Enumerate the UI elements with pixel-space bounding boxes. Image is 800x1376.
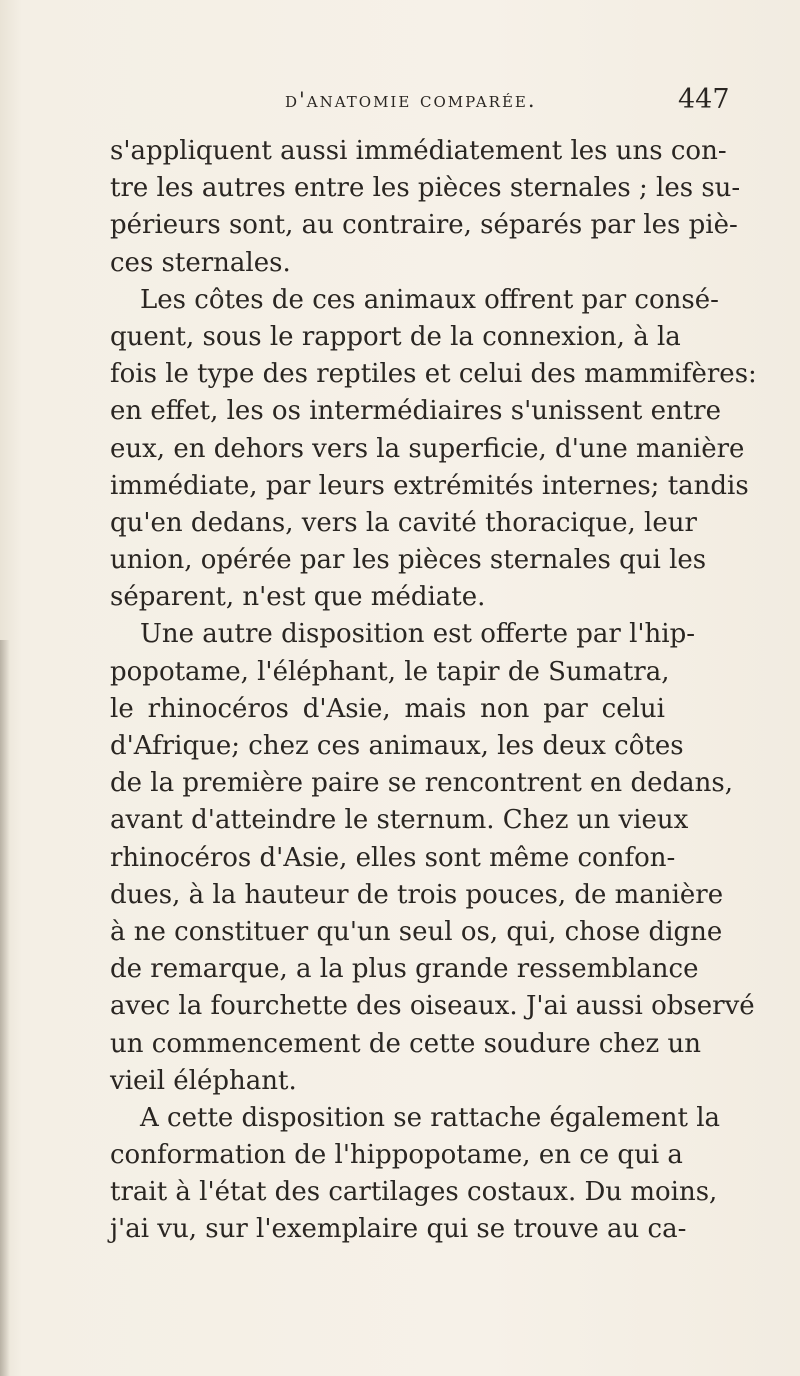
text-line: avant d'atteindre le sternum. Chez un vieux xyxy=(110,805,689,836)
paragraph-start-line: Les côtes de ces animaux offrent par consé- xyxy=(140,284,719,315)
paragraph-start-line: Une autre disposition est offerte par l'hip- xyxy=(140,619,696,650)
text-line: fois le type des reptiles et celui des mammifères: xyxy=(110,359,757,390)
text-line: ces sternales. xyxy=(110,247,291,278)
text-line: séparent, n'est que médiate. xyxy=(110,582,486,613)
text-line: vieil éléphant. xyxy=(110,1065,297,1096)
text-line: rhinocéros d'Asie, elles sont même confon- xyxy=(110,842,676,873)
text-line: conformation de l'hippopotame, en ce qui a xyxy=(110,1140,683,1171)
binding-shadow xyxy=(0,640,10,1376)
body-text xyxy=(110,133,757,1249)
text-line: eux, en dehors vers la superficie, d'une manière xyxy=(110,433,745,464)
text-line: périeurs sont, au contraire, séparés par les piè- xyxy=(110,210,738,241)
text-line: à ne constituer qu'un seul os, qui, chose digne xyxy=(110,916,723,947)
running-title: d'anatomie comparée. xyxy=(285,88,537,112)
text-line: s'appliquent aussi immédiatement les uns con- xyxy=(110,136,727,166)
text-line: j'ai vu, sur l'exemplaire qui se trouve au ca- xyxy=(110,1214,687,1245)
running-head xyxy=(0,84,800,128)
text-line: dues, à la hauteur de trois pouces, de manière xyxy=(110,879,724,910)
text-line: de la première paire se rencontrent en dedans, xyxy=(110,768,733,799)
text-line: avec la fourchette des oiseaux. J'ai aussi observé xyxy=(110,991,755,1022)
text-line: popotame, l'éléphant, le tapir de Sumatra, xyxy=(110,656,670,687)
text-line: tre les autres entre les pièces sternales ; les su- xyxy=(110,173,741,204)
paragraph-start-line: A cette disposition se rattache également la xyxy=(140,1102,721,1133)
page-number: 447 xyxy=(678,84,730,115)
text-line: qu'en dedans, vers la cavité thoracique, leur xyxy=(110,507,697,538)
text-line: de remarque, a la plus grande ressemblance xyxy=(110,954,699,985)
text-line: le rhinocéros d'Asie, mais non par celui xyxy=(110,693,665,724)
text-line: en effet, les os intermédiaires s'unissent entre xyxy=(110,396,721,427)
text-line: trait à l'état des cartilages costaux. Du moins, xyxy=(110,1177,718,1208)
text-line: union, opérée par les pièces sternales qui les xyxy=(110,545,707,576)
text-line: un commencement de cette soudure chez un xyxy=(110,1028,702,1059)
text-line: immédiate, par leurs extrémités internes; tandis xyxy=(110,470,749,501)
text-line: quent, sous le rapport de la connexion, à la xyxy=(110,321,681,352)
text-line: d'Afrique; chez ces animaux, les deux côtes xyxy=(110,731,684,761)
